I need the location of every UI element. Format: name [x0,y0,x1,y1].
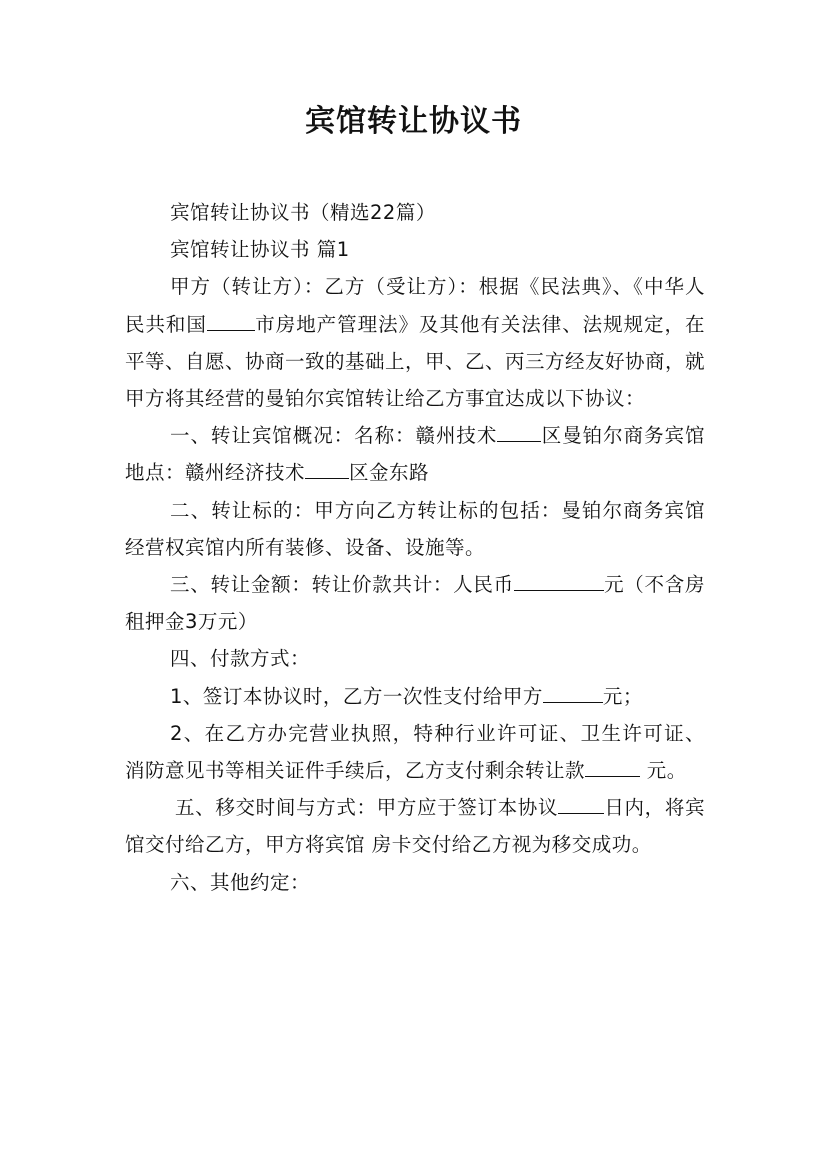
document-title: 宾馆转让协议书 [305,104,522,139]
subtitle: 宾馆转让协议书（精选22篇） [170,201,436,224]
intro-text: 甲方（转让方）：乙方（受让方）：根据《民法典》、《中华人民共和国 [125,275,705,336]
blank-line [497,421,541,442]
clause-4: 四、付款方式： [170,647,311,671]
clause-4-1-text-a: 1、签订本协议时，乙方一次性支付给甲方 [170,684,543,708]
clause-4-2 [125,715,705,789]
clause-4-1-text-b: 元； [602,684,643,708]
clause-3-text-a: 三、转让金额：转让价款共计：人民币 [170,573,514,597]
blank-line [514,570,604,591]
blank-line [207,309,255,330]
clause-2: 二、转让标的：甲方向乙方转让标的包括：曼铂尔商务宾馆经营权宾馆内所有装修、设备、设施等。 [125,498,705,559]
blank-line [585,756,640,777]
document-body [125,194,705,901]
clause-1-text-a: 一、转让宾馆概况：名称：赣州技术 [170,424,498,448]
clause-5-text-b: 日内，将宾馆交付给乙方，甲方将宾馆 房卡交付给乙方视为移交成功。 [125,796,705,857]
blank-line [558,793,604,814]
clause-6: 六、其他约定： [170,870,311,894]
clause-5-text-a: 五、移交时间与方式：甲方应于签订本协议 [175,796,559,820]
intro-text-continued: 市房地产管理法》及其他有关法律、法规规定，在平等、自愿、协商一致的基础上，甲、乙、丙三方经友好协商，就甲方将其经营的曼铂尔宾馆转让给乙方事宜达成以下协议： [125,312,706,411]
clause-4-2-text-a: 2、在乙方办完营业执照，特种行业许可证、卫生许可证、 消防意见书等相关证件手续后，乙方支付剩余转让款 [125,721,705,783]
blank-line [305,458,349,479]
clause-3 [125,566,705,640]
clause-1 [125,417,705,491]
clause-4-2-text-b: 元。 [640,759,687,783]
clause-1-text-c: 区金东路 [349,461,430,485]
clause-4-1 [125,678,705,715]
clause-3-text-b: 元（不含房租押金3万元） [125,573,705,634]
section-heading: 宾馆转让协议书 篇1 [170,238,350,262]
clause-5 [125,789,705,863]
clause-1-text-b: 区曼铂尔商务宾馆地点：赣州经济技术 [125,424,705,485]
intro-paragraph [125,268,705,417]
blank-line [543,681,603,702]
